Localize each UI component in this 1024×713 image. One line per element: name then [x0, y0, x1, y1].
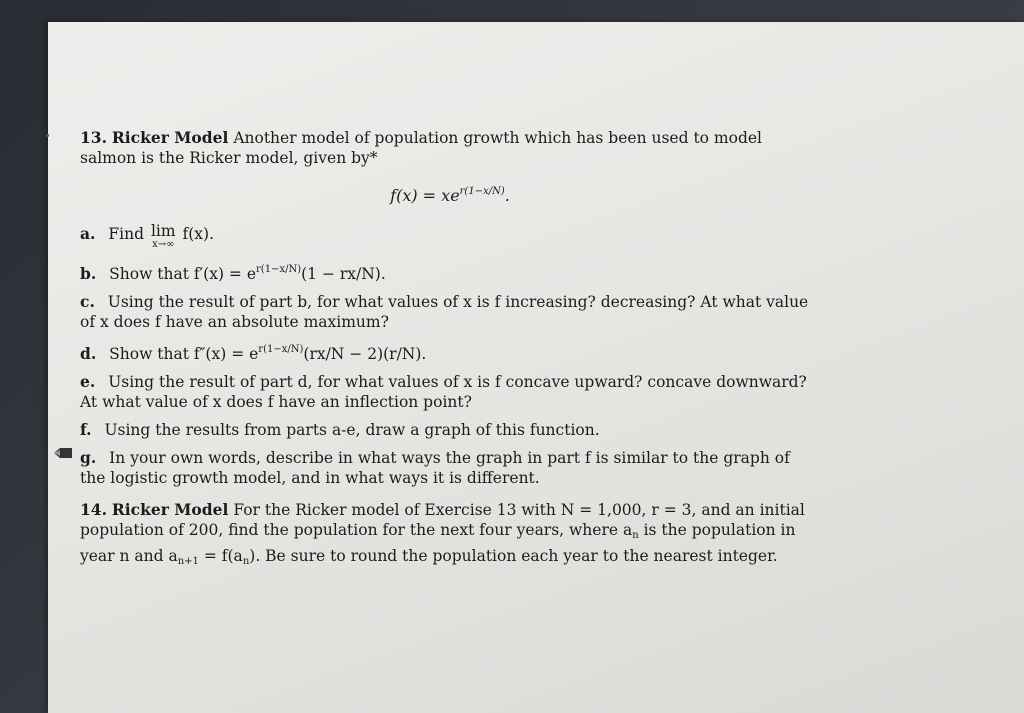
exercise-14-number: 14.	[80, 500, 107, 519]
exercise-13-title: Ricker Model	[111, 128, 229, 147]
part-d	[80, 340, 820, 364]
part-d-label: d.	[80, 344, 97, 363]
limit-subscript: x→∞	[152, 239, 175, 250]
part-d-text-end: (rx/N − 2)(r/N).	[303, 345, 427, 363]
exercise-content	[80, 128, 820, 572]
part-e-label: e.	[80, 372, 96, 391]
part-b-exponent: r(1−x/N)	[256, 264, 302, 275]
exercise-13-intro	[80, 128, 820, 168]
limit-notation	[151, 224, 176, 252]
part-g	[80, 448, 820, 488]
part-b	[80, 260, 820, 284]
exercise-14-text-4: ). Be sure to round the population each year to the nearest integer.	[249, 547, 778, 565]
part-b-label: b.	[80, 264, 97, 283]
exercise-14	[80, 500, 820, 572]
exercise-14-sub-n2: n	[242, 556, 250, 567]
part-a-function: f(x).	[182, 225, 215, 243]
equation-base: f(x) = xe	[390, 186, 460, 205]
pencil-icon	[52, 446, 74, 460]
part-g-label: g.	[80, 448, 97, 467]
part-c-text: Using the result of part b, for what values of x is f increasing? decreasing? At what value of x does f have an absolute maximum?	[80, 293, 809, 331]
part-c-label: c.	[80, 292, 95, 311]
part-d-exponent: r(1−x/N)	[258, 344, 304, 355]
part-e	[80, 372, 820, 412]
part-c	[80, 292, 820, 332]
part-f-label: f.	[80, 420, 92, 439]
exercise-14-text-2: is the population in year n and a	[80, 521, 796, 565]
part-a-text: Find	[108, 225, 145, 243]
margin-dot	[46, 134, 49, 137]
equation-end: .	[504, 186, 510, 205]
part-f	[80, 420, 820, 440]
part-a	[80, 224, 820, 252]
part-b-text: Show that f′(x) = e	[109, 265, 257, 283]
part-b-text-end: (1 − rx/N).	[301, 265, 386, 283]
ricker-equation	[80, 182, 820, 206]
equation-exponent: r(1−x/N)	[459, 186, 505, 197]
exercise-14-title: Ricker Model	[111, 500, 229, 519]
part-f-text: Using the results from parts a-e, draw a graph of this function.	[104, 421, 600, 439]
part-g-text: In your own words, describe in what ways the graph in part f is similar to the graph of the logistic growth model, and in what ways it is different.	[80, 449, 790, 487]
exercise-14-text-1: For the Ricker model of Exercise 13 with N = 1,000, r = 3, and an initial population of 200, find the population for the next four years, where a	[80, 501, 805, 539]
exercise-14-sub-n1: n+1	[177, 556, 199, 567]
exercise-14-text-3: = f(a	[203, 547, 243, 565]
part-a-label: a.	[80, 224, 96, 243]
exercise-14-sub-n: n	[632, 530, 639, 541]
part-e-text: Using the result of part d, for what values of x is f concave upward? concave downward? At what value of x does f have an inflection point?	[80, 373, 807, 411]
exercise-13-number: 13.	[80, 128, 107, 147]
exercise-13-text: Another model of population growth which has been used to model salmon is the Ricker model, given by*	[80, 129, 763, 167]
part-d-text: Show that f″(x) = e	[109, 345, 259, 363]
limit-word: lim	[150, 222, 176, 240]
